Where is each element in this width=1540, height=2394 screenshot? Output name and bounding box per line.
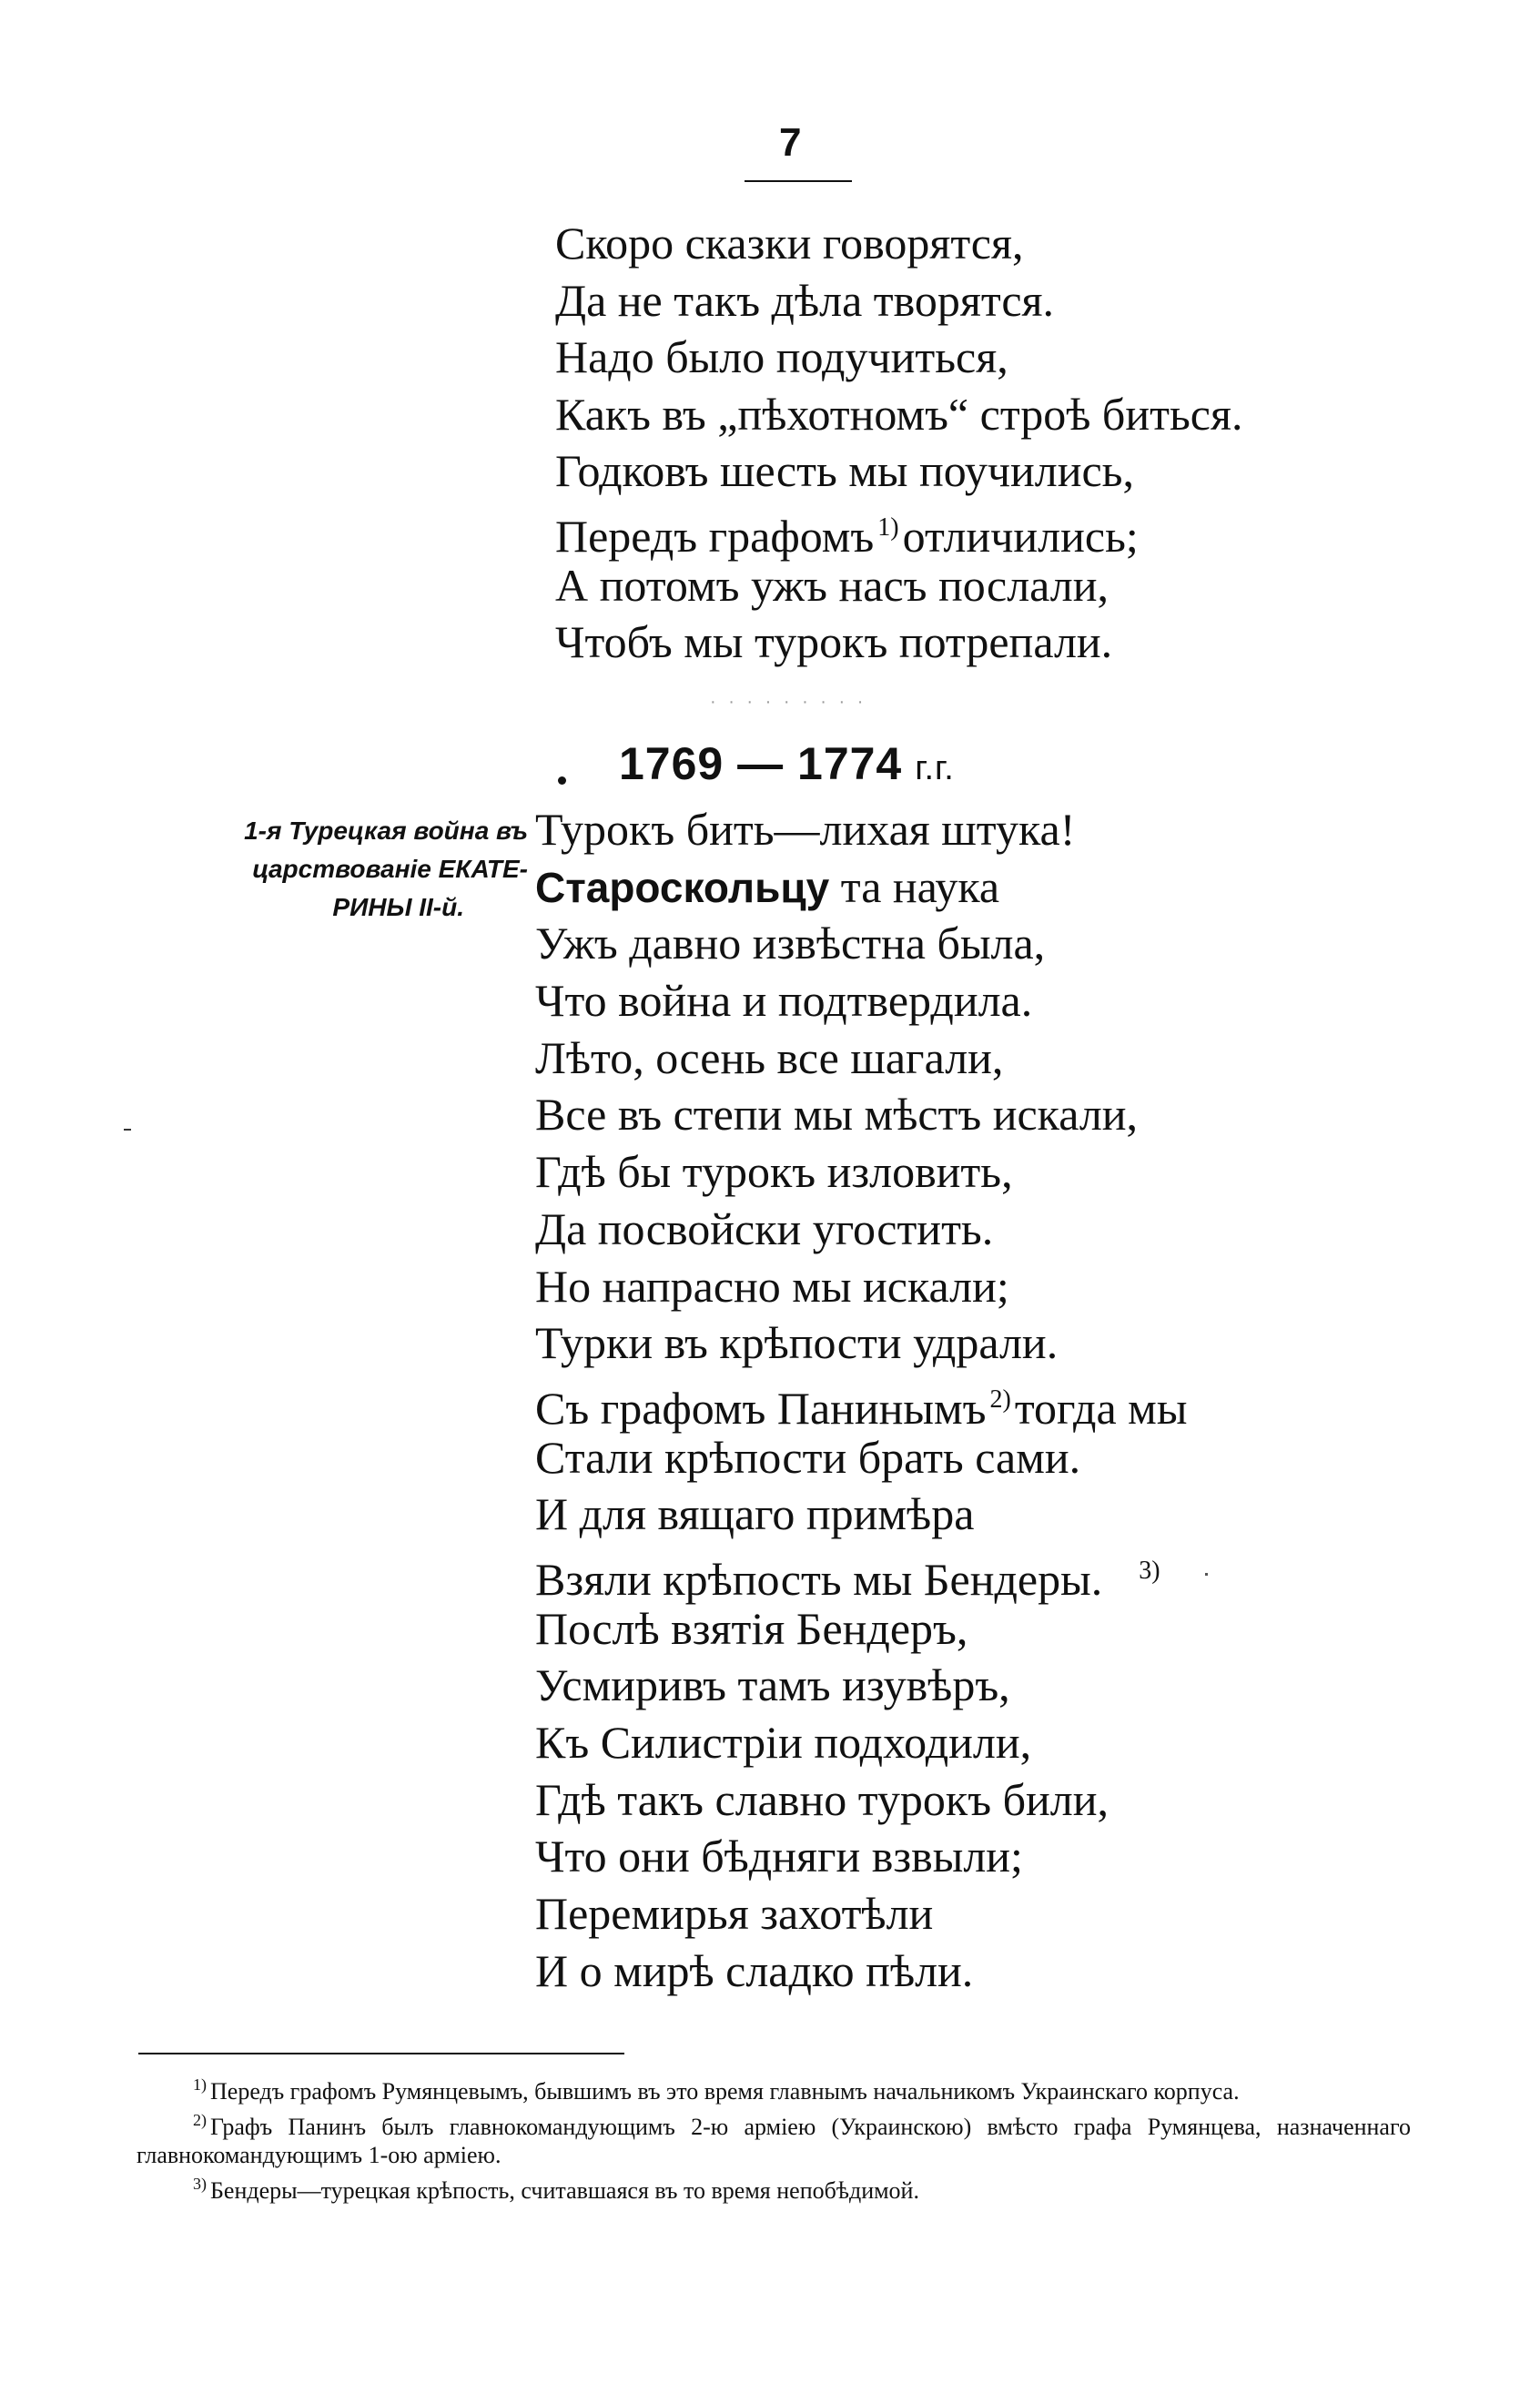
poem-line-bold: Староскольцу (535, 863, 830, 911)
poem-line (555, 500, 1242, 562)
footnote (137, 2170, 1411, 2206)
page-number: 7 (779, 120, 802, 165)
footnote-ref[interactable]: 2) (989, 1385, 1011, 1414)
poem-line (535, 1543, 1187, 1605)
poem-line-text: Съ графомъ Панинымъ (535, 1382, 987, 1434)
poem-line: Лѣто, осень все шагали, (535, 1031, 1004, 1083)
poem-line: Гдѣ такъ славно турокъ били, (535, 1773, 1109, 1825)
poem-line: Гдѣ бы турокъ изловить, (535, 1146, 1013, 1198)
poem-line-text: тогда мы (1014, 1382, 1188, 1434)
poem-line: Но напрасно мы искали; (535, 1260, 1009, 1312)
section-heading (619, 737, 955, 790)
footnote-ref[interactable]: 1) (877, 512, 899, 542)
poem-line: Все въ степи мы мѣстъ искали, (535, 1089, 1139, 1141)
margin-note-line: РИНЫ II-й. (332, 893, 464, 921)
footnote (137, 2071, 1411, 2106)
poem-line: Скоро сказки говорятся, (555, 218, 1024, 269)
poem-line: Надо было подучиться, (555, 331, 1008, 383)
poem-line: Турокъ бить—лихая штука! (535, 804, 1076, 855)
poem-line: Чтобъ мы турокъ потрепали. (555, 616, 1113, 668)
poem-line: Да не такъ дѣла творятся. (555, 274, 1055, 326)
poem-line-text: Взяли крѣпость мы Бендеры. (535, 1553, 1103, 1605)
footnote-separator (138, 2053, 624, 2054)
poem-line-text: отличились; (902, 510, 1139, 562)
footnote-text: Графъ Панинъ былъ главнокомандующимъ 2-ю армiею (Украинскою) вмѣсто графа Румянцева, назначеннаго главнокомандующимъ 1-ою армiею. (137, 2113, 1411, 2168)
poem-line: Что война и подтвердила. (535, 975, 1033, 1027)
margin-note-line: 1-я Турецкая война въ (244, 817, 528, 845)
poem-line: Что они бѣдняги взвыли; (535, 1831, 1023, 1882)
poem-line: Перемирья захотѣли (535, 1888, 934, 1940)
section-separator: · · · · · · · · · (710, 692, 867, 712)
footnote-marker: 3) (193, 2174, 207, 2193)
poem-line: Какъ въ „пѣхотномъ“ строѣ биться. (555, 388, 1243, 440)
stray-mark (124, 1129, 131, 1131)
poem-line: Стали крѣпости брать сами. (535, 1431, 1081, 1483)
section-heading-suffix: г.г. (915, 749, 955, 787)
footnote-text: Передъ графомъ Румянцевымъ, бывшимъ въ это время главнымъ начальникомъ Украинскаго корпуса. (210, 2078, 1240, 2105)
poem-line: Ужъ давно извѣстна была, (535, 918, 1046, 969)
stray-dot (1205, 1573, 1208, 1576)
footnote-marker: 1) (193, 2075, 207, 2094)
poem-line-text: та наука (840, 860, 1000, 912)
footnotes (137, 2071, 1411, 2205)
poem-line: Турки въ крѣпости удрали. (535, 1317, 1059, 1369)
poem-line: И о мирѣ сладко пѣли. (535, 1944, 974, 1996)
poem-line: И для вящаго примѣра (535, 1488, 975, 1540)
margin-note (146, 812, 528, 927)
poem-stanza-1 (555, 215, 1242, 671)
footnote (137, 2106, 1411, 2170)
margin-note-line: царствованiе ЕКАТЕ- (252, 855, 528, 883)
poem-line-text: Передъ графомъ (555, 510, 875, 562)
poem-line: Годковъ шесть мы поучились, (555, 445, 1134, 497)
footnote-text: Бендеры—турецкая крѣпость, считавшаяся въ то время непобѣдимой. (210, 2176, 919, 2204)
poem-line: Усмиривъ тамъ изувѣръ, (535, 1659, 1010, 1711)
section-heading-years: 1769 — 1774 (619, 738, 903, 789)
poem-line: Да посвойски угостить. (535, 1202, 994, 1254)
poem-line (535, 1372, 1188, 1434)
footnote-ref[interactable]: 3) (1139, 1556, 1160, 1585)
poem-stanza-2 (535, 801, 1187, 1999)
page-number-rule (745, 180, 852, 182)
poem-line (535, 858, 1187, 916)
poem-line: Послѣ взятiя Бендеръ, (535, 1602, 968, 1654)
poem-line: Къ Силистрiи подходили, (535, 1717, 1032, 1768)
footnote-marker: 2) (193, 2110, 207, 2129)
bullet-dot (558, 776, 566, 785)
poem-line: А потомъ ужъ насъ послали, (555, 559, 1109, 611)
